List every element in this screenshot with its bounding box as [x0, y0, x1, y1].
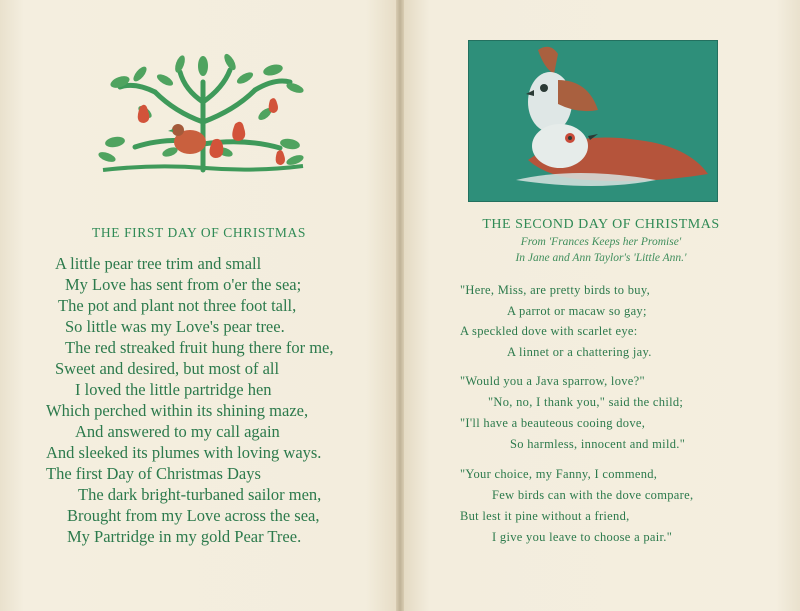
poem-line: "Your choice, my Fanny, I commend, [460, 467, 658, 481]
poem-line: Brought from my Love across the sea, [67, 506, 320, 525]
poem-line: The dark bright-turbaned sailor men, [78, 485, 322, 504]
poem-line: The red streaked fruit hung there for me, [65, 338, 334, 357]
poem-line: I loved the little partridge hen [75, 380, 272, 399]
poem-line: Which perched within its shining maze, [46, 401, 309, 420]
poem-line: I give you leave to choose a pair." [492, 530, 673, 544]
doves-illustration [468, 40, 718, 202]
poem-line: Sweet and desired, but most of all [55, 359, 280, 378]
pear-tree-illustration [95, 52, 310, 187]
poem-line: A linnet or a chattering jay. [507, 345, 652, 359]
book-gutter [396, 0, 404, 611]
poem-line: The pot and plant not three foot tall, [58, 296, 297, 315]
left-page-title: THE FIRST DAY OF CHRISTMAS [92, 225, 306, 240]
poem-line: My Love has sent from o'er the sea; [65, 275, 302, 294]
poem-line: And sleeked its plumes with loving ways. [46, 443, 322, 462]
poem-line: My Partridge in my gold Pear Tree. [67, 527, 302, 546]
poem-line: A little pear tree trim and small [55, 254, 262, 273]
subtitle-source: From 'Frances Keeps her Promise' [520, 236, 682, 248]
subtitle-book: In Jane and Ann Taylor's 'Little Ann.' [515, 252, 687, 264]
poem-line: But lest it pine without a friend, [460, 509, 630, 523]
poem-line: So harmless, innocent and mild." [510, 437, 686, 451]
poem-line: And answered to my call again [75, 422, 280, 441]
poem-line: "No, no, I thank you," said the child; [488, 395, 684, 409]
poem-line: "I'll have a beauteous cooing dove, [460, 416, 646, 430]
right-page-title: THE SECOND DAY OF CHRISTMAS [482, 217, 720, 232]
pears [138, 98, 285, 165]
poem-line: A speckled dove with scarlet eye: [460, 324, 638, 338]
poem-line: So little was my Love's pear tree. [65, 317, 285, 336]
poem-line: Few birds can with the dove compare, [492, 488, 694, 502]
poem-line: A parrot or macaw so gay; [507, 304, 647, 318]
poem-line: "Here, Miss, are pretty birds to buy, [460, 283, 651, 297]
poem-line: The first Day of Christmas Days [46, 464, 261, 483]
poem-line: "Would you a Java sparrow, love?" [460, 374, 645, 388]
